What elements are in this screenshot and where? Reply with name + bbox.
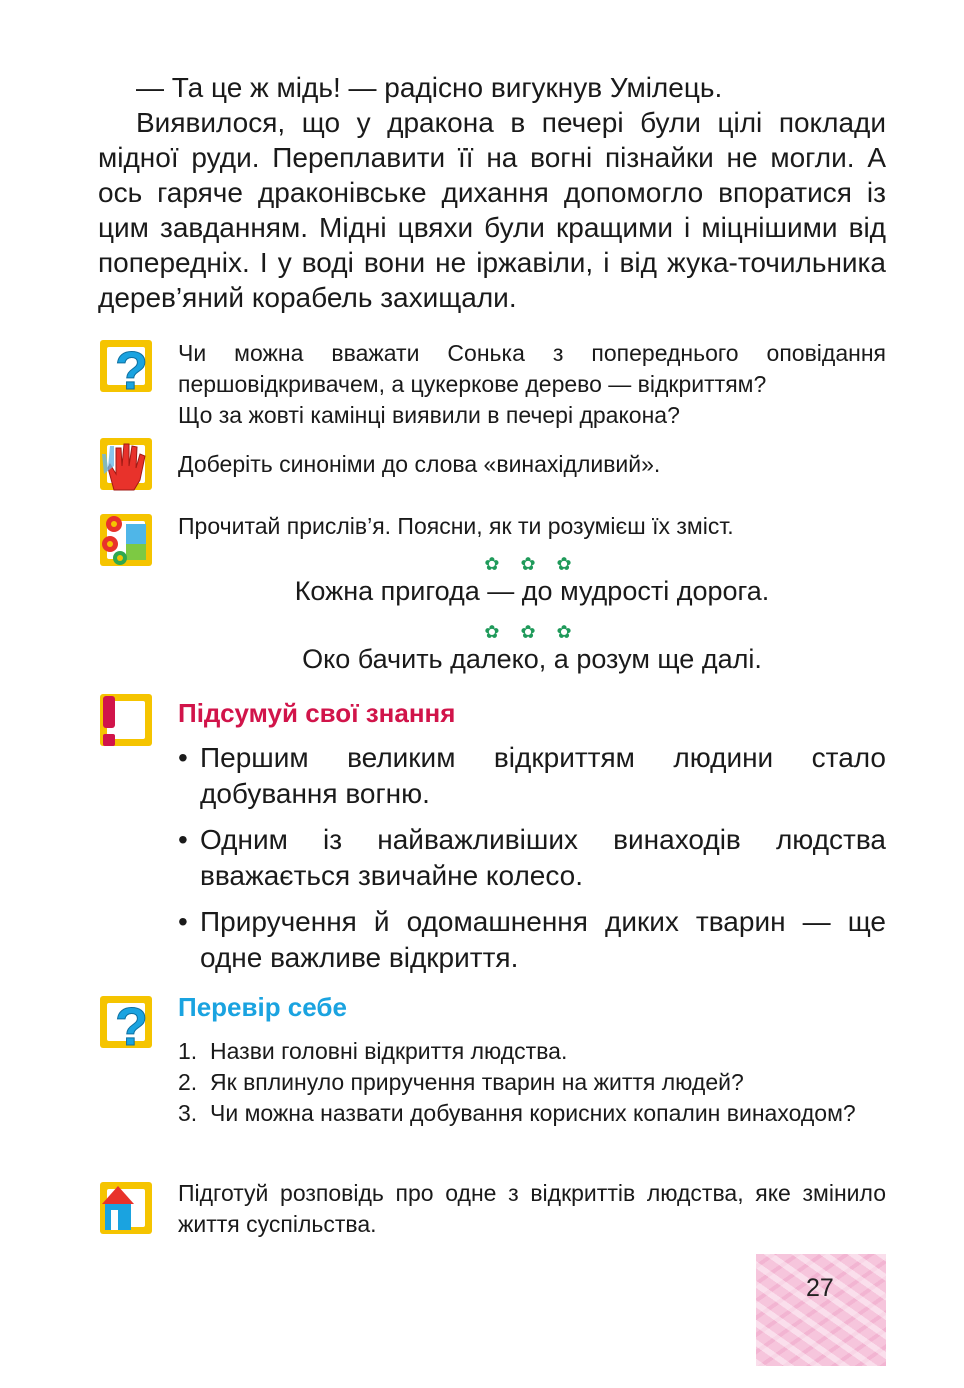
summary-item-3: Приручення й одомашнення диких тварин — ще одне важливе відкриття. (200, 906, 886, 973)
summary-list (178, 740, 886, 976)
ornament-divider: ✿ ✿ ✿ (484, 622, 580, 642)
check-item-1: Назви головні відкриття людства. (210, 1038, 568, 1064)
summary-item-1: Першим великим відкриттям людини стало добування вогню. (200, 742, 886, 809)
proverb-2: Око бачить далеко, а розум ще далі. (302, 644, 762, 674)
homework-text: Підготуй розповідь про одне з відкриттів людства, яке змінило життя суспільства. (178, 1180, 886, 1237)
task-question-line1: Чи можна вважати Сонька з попереднього оповідання першовідкривачем, а цукеркове дерево — відкриттям? (178, 340, 886, 397)
page-corner-ornament (756, 1254, 886, 1366)
story-dialog-line: — Та це ж мідь! — радісно вигукнув Умілець. (136, 72, 723, 103)
item-number: 3. (178, 1100, 198, 1126)
proverb-1: Кожна пригода — до мудрості дорога. (294, 576, 770, 606)
list-item (178, 822, 886, 894)
flowers-icon (96, 510, 150, 564)
story-paragraph: Виявилося, що у дракона в печері були цілі поклади мідної руди. Переплавити її на вогні пізнайки не могли. А ось гаряче драконівське дихання допомогло впоратися із цим завданням. Мідні цвяхи були кращими і міцнішими від попередніх. І у воді вони не іржавіли, і від жука-точильника дерев’яний корабель захищали. (98, 107, 886, 313)
summary-item-2: Одним із найважливіших винаходів людства вважається звичайне колесо. (200, 824, 886, 891)
list-item (178, 740, 886, 812)
story-block (98, 70, 886, 315)
task-synonyms-text: Доберіть синоніми до слова «винахідливий». (178, 451, 661, 477)
item-number: 2. (178, 1069, 198, 1095)
question-mark-icon (96, 336, 150, 398)
task-question-text (178, 338, 886, 431)
list-item (178, 904, 886, 976)
question-mark-icon (96, 992, 150, 1054)
hand-icon (96, 434, 150, 488)
item-number: 1. (178, 1038, 198, 1064)
page-number: 27 (806, 1274, 834, 1302)
summary-heading: Підсумуй свої знання (178, 698, 456, 728)
check-heading: Перевір себе (178, 992, 347, 1022)
check-item-3: Чи можна назвати добування корисних копалин винаходом? (210, 1100, 856, 1126)
svg-text:?: ? (115, 997, 148, 1054)
bullet-dot: • (178, 742, 188, 773)
list-item (178, 1098, 886, 1129)
svg-text:?: ? (115, 341, 148, 398)
list-item (178, 1036, 886, 1067)
check-item-2: Як вплинуло приручення тварин на життя людей? (210, 1069, 744, 1095)
bullet-dot: • (178, 824, 188, 855)
ornament-divider: ✿ ✿ ✿ (484, 554, 580, 574)
check-list (178, 1036, 886, 1129)
list-item (178, 1067, 886, 1098)
task-question-line2: Що за жовті камінці виявили в печері дракона? (178, 402, 680, 428)
house-icon (96, 1178, 150, 1232)
bullet-dot: • (178, 906, 188, 937)
task-proverbs-text: Прочитай прислів’я. Поясни, як ти розумієш їх зміст. (178, 513, 734, 539)
exclamation-icon (96, 690, 150, 744)
